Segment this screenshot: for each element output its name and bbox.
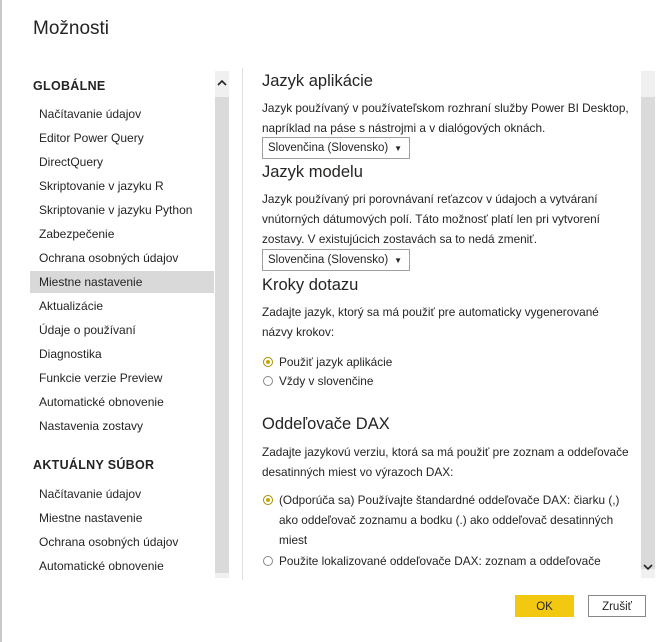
nav-item-data-load[interactable]: Načítavanie údajov — [39, 107, 142, 121]
radio-button-checked[interactable] — [263, 495, 273, 505]
radio-button[interactable] — [263, 376, 273, 386]
dax-separators-title: Oddeľovače DAX — [262, 415, 390, 433]
nav-item-regional-settings[interactable]: Miestne nastavenie — [30, 271, 214, 293]
model-language-title: Jazyk modelu — [262, 163, 363, 181]
radio-label: (Odporúča sa) Používajte štandardné oddeľovače DAX: čiarku (,) ako oddeľovač zoznamu a bodku (.) ako oddeľovač desatinných miest — [279, 493, 620, 547]
nav-item-directquery[interactable]: DirectQuery — [39, 155, 104, 169]
nav-item-preview-features[interactable]: Funkcie verzie Preview — [39, 371, 163, 385]
model-language-dropdown[interactable] — [262, 249, 410, 271]
ok-button[interactable]: OK — [515, 595, 574, 617]
radio-button-checked[interactable] — [263, 357, 273, 367]
nav-item-updates[interactable]: Aktualizácie — [39, 299, 104, 313]
nav-item-diagnostics[interactable]: Diagnostika — [39, 347, 102, 361]
model-language-value: Slovenčina (Slovensko) — [268, 254, 389, 266]
app-language-dropdown[interactable] — [262, 137, 410, 159]
content-scrollbar-thumb[interactable] — [641, 97, 655, 569]
radio-label: Vždy v slovenčine — [279, 374, 374, 388]
chevron-up-icon[interactable] — [217, 78, 227, 88]
app-language-value: Slovenčina (Slovensko) — [268, 142, 389, 154]
radio-label: Použiť jazyk aplikácie — [279, 355, 393, 369]
nav-item-current-privacy[interactable]: Ochrana osobných údajov — [39, 535, 179, 549]
navigation-scrollbar-thumb[interactable] — [215, 97, 229, 573]
nav-item-current-data-load[interactable]: Načítavanie údajov — [39, 487, 142, 501]
app-language-title: Jazyk aplikácie — [262, 72, 373, 90]
nav-item-r-scripting[interactable]: Skriptovanie v jazyku R — [39, 179, 164, 193]
section-header-global: GLOBÁLNE — [33, 79, 106, 93]
nav-item-report-settings[interactable]: Nastavenia zostavy — [39, 419, 144, 433]
dax-separators-description: Zadajte jazykovú verziu, ktorá sa má použiť pre zoznam a oddeľovače desatinných miest vo výrazoch DAX: — [262, 445, 629, 479]
pane-divider — [242, 68, 243, 580]
nav-item-usage-data[interactable]: Údaje o používaní — [39, 323, 136, 337]
dialog-title: Možnosti — [33, 18, 110, 39]
cancel-button[interactable]: Zrušiť — [588, 595, 646, 617]
section-header-current-file: AKTUÁLNY SÚBOR — [33, 458, 155, 472]
options-content — [246, 68, 638, 580]
query-steps-description: Zadajte jazyk, ktorý sa má použiť pre automaticky vygenerované názvy krokov: — [262, 305, 599, 339]
model-language-description: Jazyk používaný pri porovnávaní reťazcov v údajoch a vytváraní vnútorných dátumových polí. Táto možnosť platí len pri vytvorení zostavy. V existujúcich zostavách sa to nedá zmeniť. — [262, 192, 600, 246]
content-scrollbar[interactable] — [641, 71, 655, 578]
nav-item-auto-recovery[interactable]: Automatické obnovenie — [39, 395, 164, 409]
options-navigation — [30, 68, 230, 580]
navigation-scrollbar[interactable] — [215, 71, 229, 578]
query-steps-title: Kroky dotazu — [262, 276, 359, 294]
window-edge — [0, 0, 2, 642]
radio-label: Použite lokalizované oddeľovače DAX: zoznam a oddeľovače — [279, 554, 601, 568]
nav-item-python-scripting[interactable]: Skriptovanie v jazyku Python — [39, 203, 193, 217]
radio-button[interactable] — [263, 556, 273, 566]
nav-item-power-query-editor[interactable]: Editor Power Query — [39, 131, 144, 145]
chevron-down-icon[interactable] — [643, 562, 653, 572]
app-language-description: Jazyk používaný v používateľskom rozhraní služby Power BI Desktop, napríklad na páse s nástrojmi a v dialógových oknách. — [262, 101, 629, 135]
chevron-down-icon: ▼ — [394, 144, 402, 153]
chevron-down-icon: ▼ — [394, 256, 402, 265]
nav-item-current-auto-recovery[interactable]: Automatické obnovenie — [39, 559, 164, 573]
nav-item-current-regional-settings[interactable]: Miestne nastavenie — [39, 511, 143, 525]
nav-item-privacy[interactable]: Ochrana osobných údajov — [39, 251, 179, 265]
nav-item-security[interactable]: Zabezpečenie — [39, 227, 115, 241]
